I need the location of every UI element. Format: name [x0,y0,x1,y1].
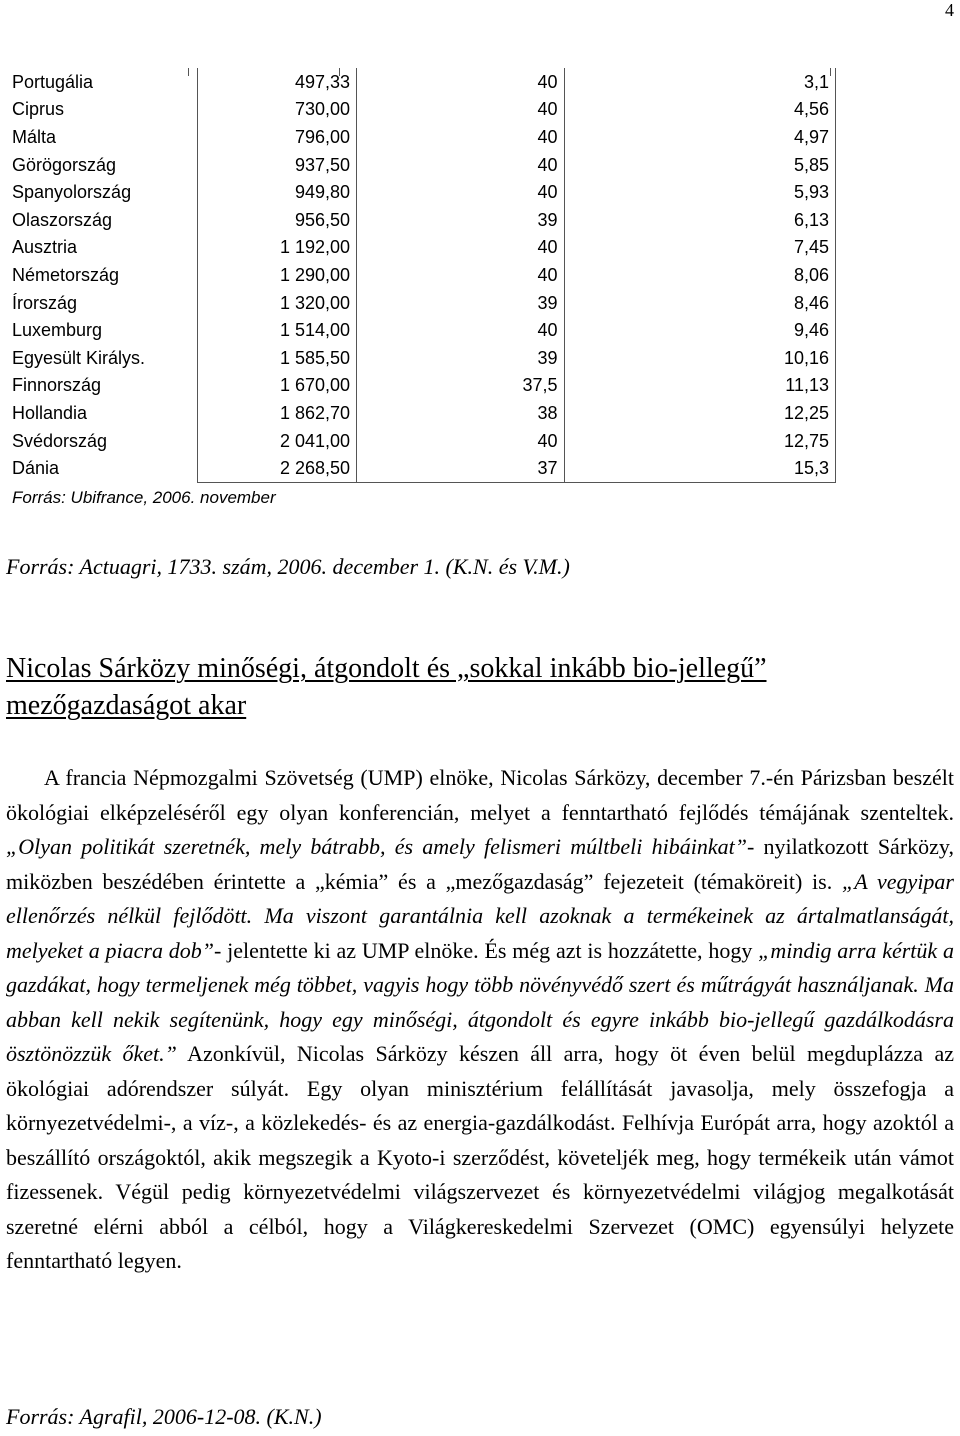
article-title: Nicolas Sárközy minőségi, átgondolt és „sokkal inkább bio-jellegű” mezőgazdaságot akar [6,653,767,721]
country-cell: Finnország [12,375,102,396]
wage-table [6,68,836,513]
hourly-cell: 6,13 [564,206,835,234]
hours-cell: 38 [357,399,565,427]
table-row [6,344,836,372]
hours-cell: 40 [357,68,565,96]
amount-cell: 1 192,00 [197,234,356,262]
article-quote-3: „mindig arra kértük a gazdákat, hogy termeljenek még többet, vagyis hogy több növényvédő szert és műtrágyát használjanak. Ma abban kell nekik segítenünk, hogy egy minőségi, átgondolt és egyre inkább bio-jellegű gazdálkodásra ösztönözzük őket.” [6,937,954,1066]
article-text-1: A francia Népmozgalmi Szövetség (UMP) elnöke, Nicolas Sárközy, december 7.-én Párizsban beszélt ökológiai elképzeléséről egy olyan konferencián, melyet a fenntartható fejlődés témájának szenteltek. [6,765,954,825]
country-cell: Írország [12,292,78,313]
table-row [6,454,836,482]
table-row [6,96,836,124]
amount-cell: 937,50 [197,151,356,179]
country-cell: Ciprus [12,99,65,120]
amount-cell: 1 320,00 [197,289,356,317]
hourly-cell: 4,97 [564,123,835,151]
hours-cell: 39 [357,344,565,372]
hourly-cell: 3,1 [564,68,835,96]
country-cell: Olaszország [12,209,113,230]
table-row [6,261,836,289]
country-cell: Hollandia [12,402,88,423]
hours-cell: 40 [357,234,565,262]
amount-cell: 1 585,50 [197,344,356,372]
amount-cell: 1 290,00 [197,261,356,289]
amount-cell: 730,00 [197,96,356,124]
country-cell: Németország [12,264,120,285]
table-row [6,206,836,234]
amount-cell: 949,80 [197,178,356,206]
hourly-cell: 8,06 [564,261,835,289]
table-row [6,151,836,179]
hourly-cell: 12,75 [564,427,835,455]
source-note-agrafil: Forrás: Agrafil, 2006-12-08. (K.N.) [6,1404,322,1429]
hours-cell: 40 [357,151,565,179]
hours-cell: 40 [357,96,565,124]
amount-cell: 2 041,00 [197,427,356,455]
table-row [6,399,836,427]
wage-table-body [6,68,836,513]
hourly-cell: 11,13 [564,372,835,400]
table-row [6,289,836,317]
country-cell: Luxemburg [12,320,103,341]
table-row [6,427,836,455]
amount-cell: 2 268,50 [197,454,356,482]
country-cell: Egyesült Királys. [12,347,146,368]
amount-cell: 956,50 [197,206,356,234]
country-cell: Spanyolország [12,182,132,203]
hours-cell: 40 [357,178,565,206]
hourly-cell: 7,45 [564,234,835,262]
country-cell: Ausztria [12,237,78,258]
hours-cell: 40 [357,261,565,289]
hourly-cell: 5,85 [564,151,835,179]
source-note-actuagri: Forrás: Actuagri, 1733. szám, 2006. december 1. (K.N. és V.M.) [6,554,570,579]
article-quote-1: „Olyan politikát szeretnék, mely bátrabb, és amely felismeri múltbeli hibáinkat” [6,834,747,859]
hours-cell: 39 [357,289,565,317]
page-number: 4 [945,0,954,20]
table-row [6,123,836,151]
hourly-cell: 10,16 [564,344,835,372]
article-quote-2: „A vegyipar ellenőrzés nélkül fejlődött. Ma viszont garantálnia kell azoknak a termékeinek az ártalmatlanságát, melyeket a piacra dob” [6,868,954,963]
table-row [6,316,836,344]
hourly-cell: 5,93 [564,178,835,206]
table-row [6,178,836,206]
table-source-row [6,482,836,513]
hourly-cell: 9,46 [564,316,835,344]
country-cell: Görögország [12,154,117,175]
hourly-cell: 12,25 [564,399,835,427]
hourly-cell: 15,3 [564,454,835,482]
hours-cell: 37 [357,454,565,482]
table-row [6,234,836,262]
hourly-cell: 8,46 [564,289,835,317]
country-cell: Portugália [12,71,94,92]
hours-cell: 40 [357,316,565,344]
amount-cell: 1 514,00 [197,316,356,344]
amount-cell: 1 862,70 [197,399,356,427]
hours-cell: 40 [357,427,565,455]
hours-cell: 39 [357,206,565,234]
article-text-4: Azonkívül, Nicolas Sárközy készen áll arra, hogy öt éven belül megduplázza az ökológiai adórendszer súlyát. Egy olyan minisztérium felállítását javasolja, mely összefogja a környezetvédelmi-, a víz-, a közlekedés- és az energia-gazdálkodást. Felhívja Európát arra, hogy azoktól a beszállító országoktól, akik megszegik a Kyoto-i szerződést, követeljék meg, hogy termékeik után vámot fizessenek. Végül pedig környezetvédelmi világszervezet és környezetvédelmi világjog megalkotását szeretné elérni abból a célból, hogy a Világkereskedelmi Szervezet (OMC) egyensúlyi helyzete fenntartható legyen. [6,1041,955,1273]
amount-cell: 796,00 [197,123,356,151]
article-text-2: - nyilatkozott Sárközy, miközben beszédében érintette a „kémia” és a „mezőgazdaság” fejezeteit (témaköreit) is. [6,834,954,894]
table-row [6,372,836,400]
hourly-cell: 4,56 [564,96,835,124]
table-source-note: Forrás: Ubifrance, 2006. november [12,487,276,507]
country-cell: Svédország [12,430,108,451]
article-body [6,761,954,1279]
country-cell: Málta [12,126,57,147]
hours-cell: 40 [357,123,565,151]
amount-cell: 497,33 [197,68,356,96]
amount-cell: 1 670,00 [197,372,356,400]
country-cell: Dánia [12,458,60,479]
table-row [6,68,836,96]
article-text-3: - jelentette ki az UMP elnöke. És még azt is hozzátette, hogy [214,937,759,963]
hours-cell: 37,5 [357,372,565,400]
